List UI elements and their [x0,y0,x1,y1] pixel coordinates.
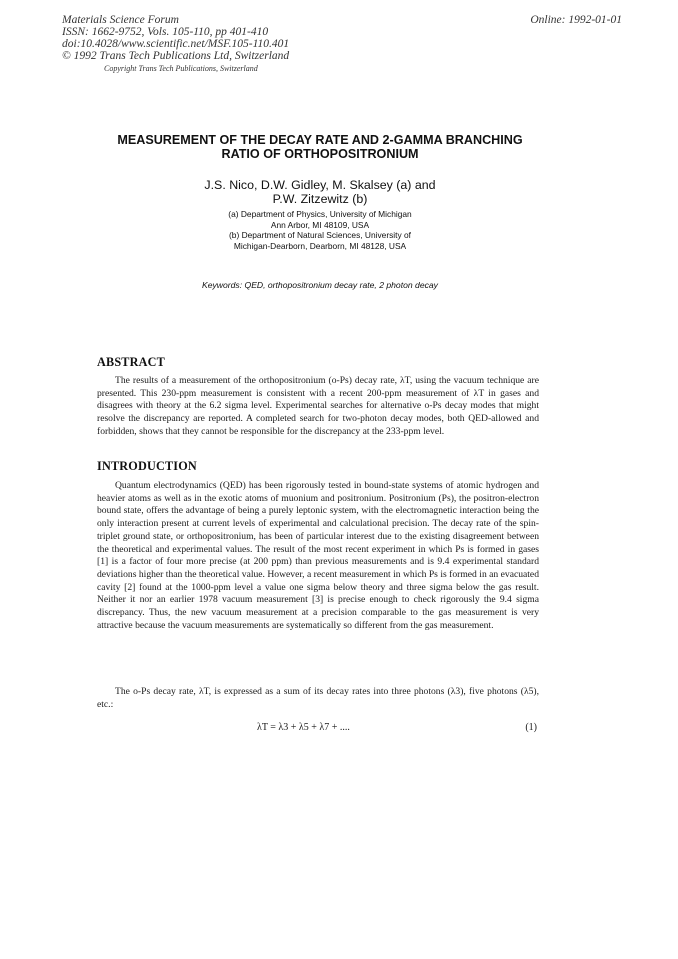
affiliation-line: Michigan-Dearborn, Dearborn, MI 48128, USA [233,240,407,251]
equation-number: (1) [525,722,537,733]
authors-line-2: P.W. Zitzewitz (b) [272,192,368,206]
affiliation-line: (a) Department of Physics, University of Michigan [228,209,412,219]
title-line-2: RATIO OF ORTHOPOSITRONIUM [221,147,419,161]
affiliation-line: (b) Department of Natural Sciences, University of [229,230,411,240]
authors-line-1: J.S. Nico, D.W. Gidley, M. Skalsey (a) and [204,178,436,192]
keywords: Keywords: QED, orthopositronium decay rate, 2 photon decay [202,280,438,290]
title-line-1: MEASUREMENT OF THE DECAY RATE AND 2-GAMMA BRANCHING [117,133,523,147]
decay-rate-paragraph: The o-Ps decay rate, λT, is expressed as a sum of its decay rates into three photons (λ3), five photons (λ5), etc.: [97,686,539,710]
affiliations [150,209,490,251]
introduction-text: Quantum electrodynamics (QED) has been rigorously tested in bound-state systems of atomic hydrogen and heavier atoms as well as in the exotic atoms of muonium and positronium. Positronium (Ps), the positron-electron bound state, offers the advantage of being a purely leptonic system, with the electromagnetic interaction being the only interaction present at current levels of experimental and calculational precision. The decay rate of the spin-triplet ground state, or orthopositronium, has been of particular interest due to the existing disagreement between the theoretical and experimental values. The result of the most recent experiment in which Ps is formed in gases [1] is a factor of four more precise (at 200 ppm) than previous measurements and is 9.4 experimental standard deviations higher than the theoretical value. However, a recent measurement in which Ps is formed in an evacuated cavity [2] found at the 1000-ppm level a value one sigma below theory and three sigma below the gas result. Neither it nor an earlier 1978 vacuum measurement [3] is precise enough to check rigorously the 9.4 sigma discrepancy. Thus, the new vacuum measurement at a precision comparable to the gas measurement is very attractive because the vacuum measurements are systematically so different from the gas measurement. [97,480,539,631]
abstract-heading: ABSTRACT [97,355,165,369]
abstract-text: The results of a measurement of the orthopositronium (o-Ps) decay rate, λT, using the vacuum technique are presented. This 230-ppm measurement is consistent with a recent 200-ppm measurement of λT in gases and disagrees with theory at the 6.2 sigma level. Experimental searches for alternative o-Ps decay modes that might resolve the discrepancy are reported. A completed search for two-photon decay modes, both QED-allowed and forbidden, shows that they cannot be responsible for the discrepancy at the 233-ppm level. [97,375,539,437]
affiliation-line: Ann Arbor, MI 48109, USA [270,219,370,230]
equation-body: λT = λ3 + λ5 + λ7 + .... [257,722,350,733]
doi-line: doi:10.4028/www.scientific.net/MSF.105-110.401 [62,38,290,50]
journal-name: Materials Science Forum [62,14,179,26]
paper-title [90,133,550,161]
copyright-small: Copyright Trans Tech Publications, Switzerland [104,64,258,73]
issn-line: ISSN: 1662-9752, Vols. 105-110, pp 401-410 [62,26,269,38]
copyright-line: © 1992 Trans Tech Publications Ltd, Switzerland [62,50,290,62]
author-list [150,178,490,206]
online-date: Online: 1992-01-01 [530,14,622,26]
journal-header [62,14,289,62]
introduction-heading: INTRODUCTION [97,459,197,473]
